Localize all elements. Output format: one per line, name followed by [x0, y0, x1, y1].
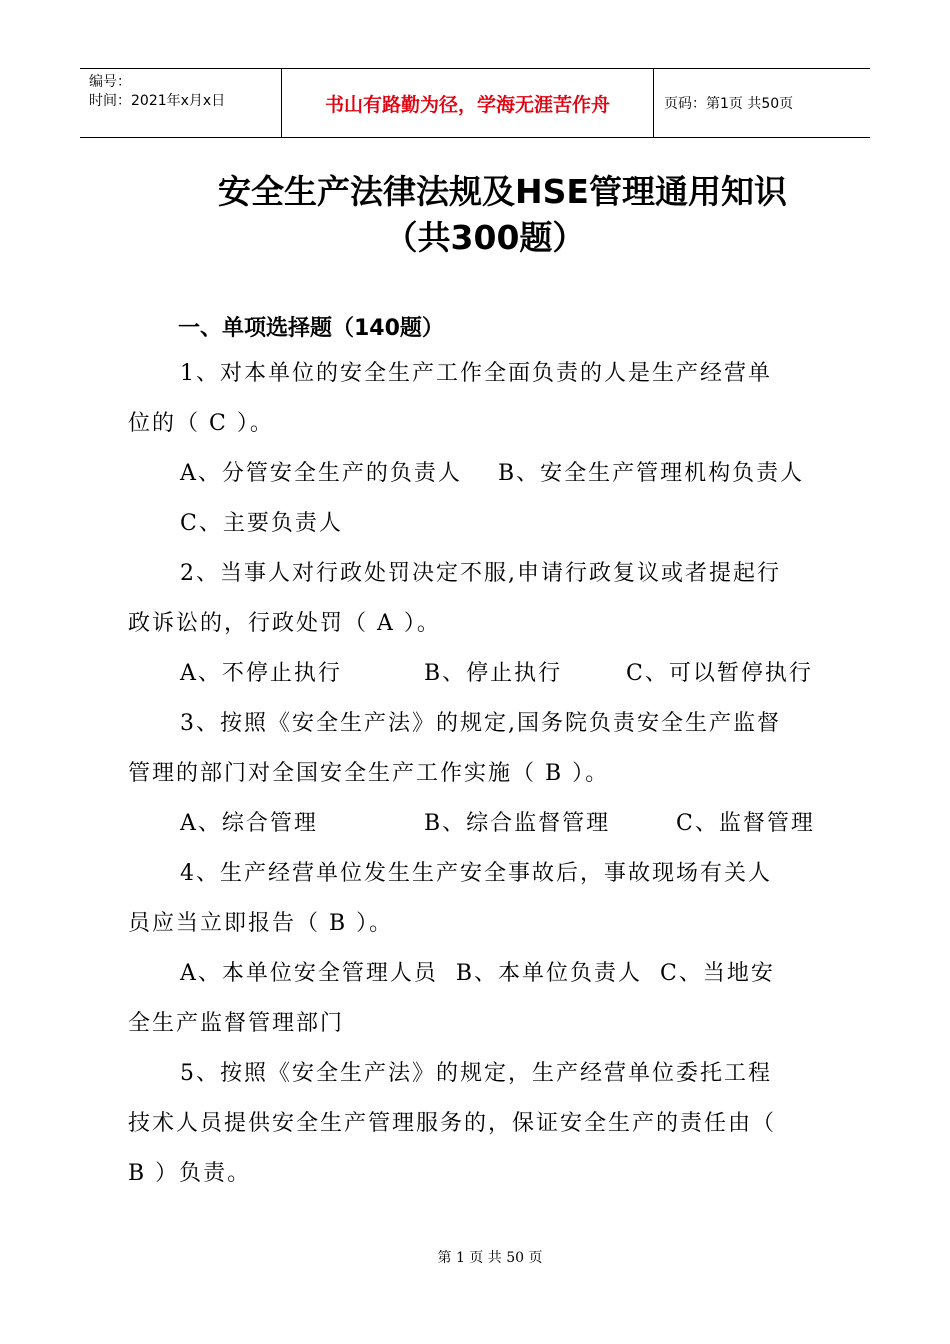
header-motto: 书山有路勤为径，学海无涯苦作舟: [282, 69, 654, 137]
question-5-line-3: B ）负责。: [128, 1161, 252, 1186]
question-2-option-b: B、停止执行: [424, 661, 563, 686]
section-heading: 一、单项选择题（140题）: [178, 316, 444, 341]
question-2-option-a: A、不停止执行: [180, 661, 342, 686]
question-1-option-a: A、分管安全生产的负责人: [180, 461, 462, 486]
number-label: 编号：: [89, 74, 131, 90]
header-table: [80, 68, 870, 138]
question-4-line-2: 员应当立即报告（ B ）。: [128, 911, 394, 936]
question-2-option-c: C、可以暂停执行: [626, 661, 813, 686]
time-label: 时间：2021年x月x日: [89, 93, 226, 109]
question-3-line-2: 管理的部门对全国安全生产工作实施（ B ）。: [128, 761, 610, 786]
question-4-line-1: 4、生产经营单位发生生产安全事故后，事故现场有关人: [180, 861, 772, 886]
question-1-line-2: 位的（ C ）。: [128, 411, 274, 436]
question-4-options: A、本单位安全管理人员 B、本单位负责人 C、当地安: [180, 961, 775, 986]
question-3-line-1: 3、按照《安全生产法》的规定,国务院负责安全生产监督: [180, 711, 781, 736]
question-5-line-1: 5、按照《安全生产法》的规定，生产经营单位委托工程: [180, 1061, 772, 1086]
question-5-line-2: 技术人员提供安全生产管理服务的，保证安全生产的责任由（: [128, 1111, 777, 1136]
question-1-line-1: 1、对本单位的安全生产工作全面负责的人是生产经营单: [180, 361, 772, 386]
question-3-option-a: A、综合管理: [180, 811, 318, 836]
header-page-info: 页码：第1页 共50页: [664, 96, 794, 112]
document-subtitle: （共300题）: [384, 218, 586, 257]
question-4-options-cont: 全生产监督管理部门: [128, 1011, 345, 1036]
header-info-cell: [80, 69, 282, 137]
question-2-line-2: 政诉讼的，行政处罚（ A ）。: [128, 611, 441, 636]
document-title: 安全生产法律法规及HSE管理通用知识: [218, 172, 787, 211]
question-3-option-b: B、综合监督管理: [424, 811, 611, 836]
question-1-option-c: C、主要负责人: [180, 511, 343, 536]
question-3-option-c: C、监督管理: [676, 811, 815, 836]
question-1-option-b: B、安全生产管理机构负责人: [498, 461, 805, 486]
page-footer: 第 1 页 共 50 页: [437, 1250, 543, 1266]
question-2-line-1: 2、当事人对行政处罚决定不服,申请行政复议或者提起行: [180, 561, 781, 586]
